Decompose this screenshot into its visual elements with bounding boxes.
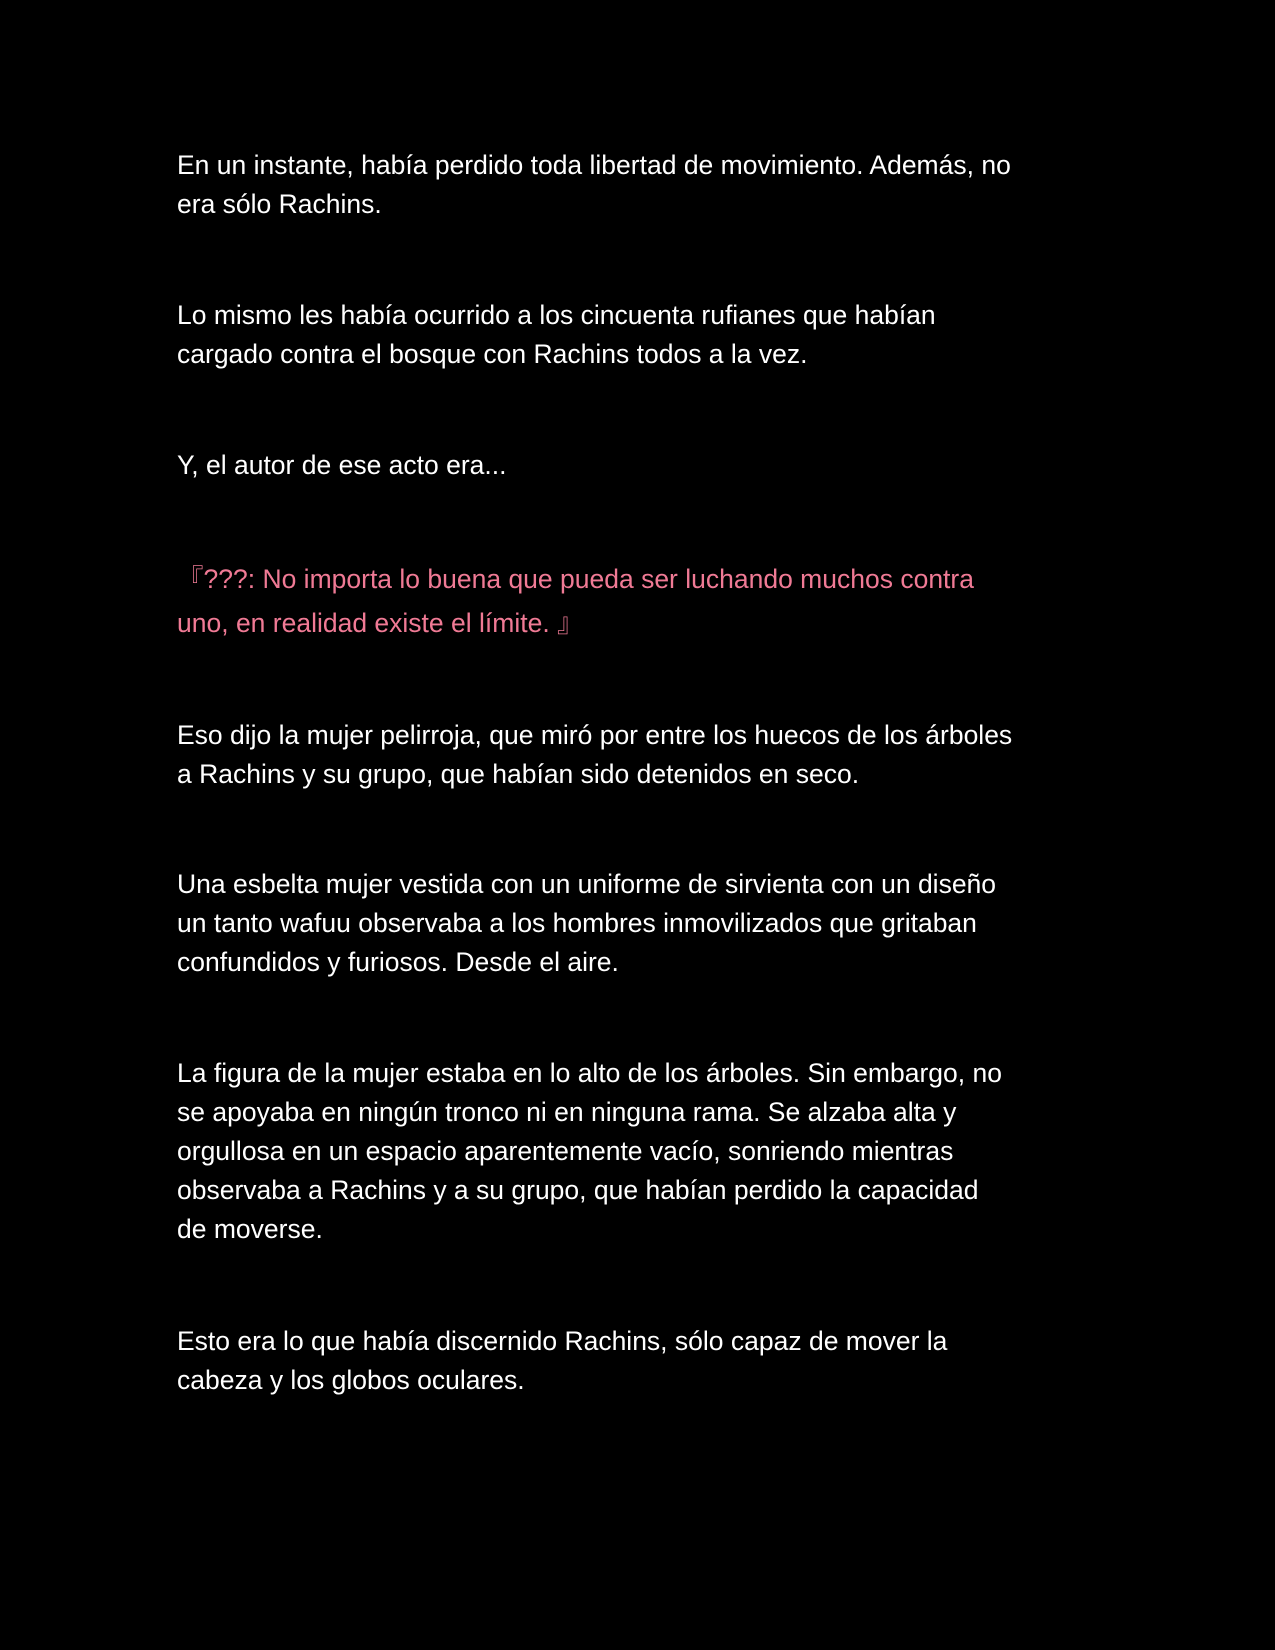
paragraph-5: Eso dijo la mujer pelirroja, que miró por entre los huecos de los árboles a Rachins y su grupo, que habían sido detenidos en seco. <box>177 720 1013 789</box>
paragraph-6: Una esbelta mujer vestida con un uniforme de sirvienta con un diseño un tanto wafuu observaba a los hombres inmovilizados que gritaban confundidos y furiosos. Desde el aire. <box>177 869 997 977</box>
paragraph-8: Esto era lo que había discernido Rachins, sólo capaz de mover la cabeza y los globos oculares. <box>177 1326 948 1395</box>
paragraph-2: Lo mismo les había ocurrido a los cincuenta rufianes que habían cargado contra el bosque con Rachins todos a la vez. <box>177 300 936 369</box>
dialogue-paragraph: 『???: No importa lo buena que pueda ser luchando muchos contra uno, en realidad existe el límite. 』 <box>177 564 974 638</box>
paragraph-7: La figura de la mujer estaba en lo alto de los árboles. Sin embargo, no se apoyaba en ningún tronco ni en ninguna rama. Se alzaba alta y orgullosa en un espacio aparentemente vacío, sonriendo mientras observaba a Rachins y a su grupo, que habían perdido la capacidad de moverse. <box>177 1058 1002 1244</box>
paragraph-1: En un instante, había perdido toda libertad de movimiento. Además, no era sólo Rachins. <box>177 150 1011 219</box>
paragraph-3: Y, el autor de ese acto era... <box>177 450 507 480</box>
